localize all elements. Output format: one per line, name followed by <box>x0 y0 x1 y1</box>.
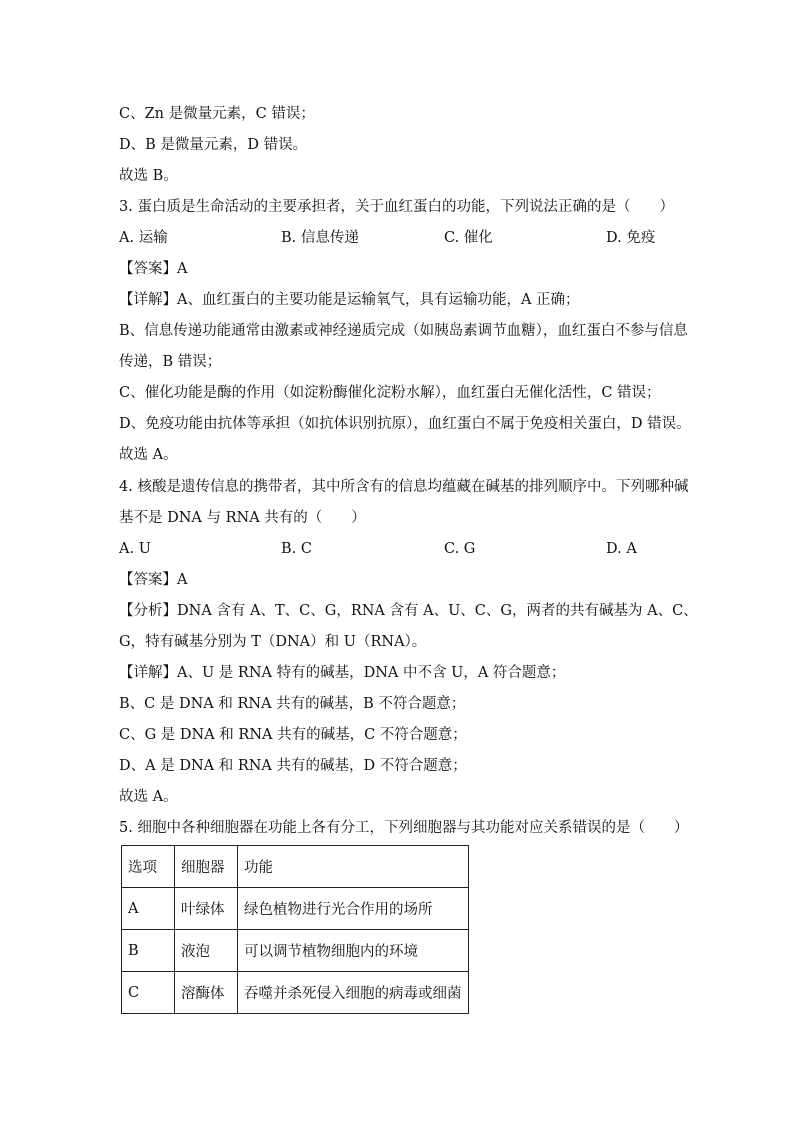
table-row <box>122 888 469 930</box>
table-header-cell: 细胞器 <box>175 846 238 888</box>
answer-line: 【答案】A <box>119 572 188 588</box>
text-line: 故选 A。 <box>119 789 178 805</box>
option-c: C. G <box>444 541 476 557</box>
table-cell: 绿色植物进行光合作用的场所 <box>238 888 469 930</box>
text-line: 【分析】DNA 含有 A、T、C、G，RNA 含有 A、U、C、G，两者的共有碱基为 A、C、 <box>119 603 698 619</box>
table-cell: A <box>122 888 175 930</box>
text-line: 故选 A。 <box>119 447 178 463</box>
text-line: D、B 是微量元素，D 错误。 <box>119 137 308 153</box>
table-row <box>122 972 469 1014</box>
question-5-stem: 5. 细胞中各种细胞器在功能上各有分工，下列细胞器与其功能对应关系错误的是（ ） <box>119 820 689 836</box>
text-line: B、C 是 DNA 和 RNA 共有的碱基，B 不符合题意； <box>119 696 466 712</box>
table-cell: 可以调节植物细胞内的环境 <box>238 930 469 972</box>
text-line: 【详解】A、血红蛋白的主要功能是运输氧气，具有运输功能，A 正确； <box>119 292 580 308</box>
text-line: C、G 是 DNA 和 RNA 共有的碱基，C 不符合题意； <box>119 727 467 743</box>
table-cell: 吞噬并杀死侵入细胞的病毒或细菌 <box>238 972 469 1014</box>
text-line: C、Zn 是微量元素，C 错误； <box>119 106 315 122</box>
table-cell: 溶酶体 <box>175 972 238 1014</box>
table-row <box>122 930 469 972</box>
text-line: 故选 B。 <box>119 168 178 184</box>
text-line: G，特有碱基分别为 T（DNA）和 U（RNA）。 <box>119 634 427 650</box>
option-b: B. C <box>281 541 312 557</box>
answer-line: 【答案】A <box>119 261 188 277</box>
table-header-row <box>122 846 469 888</box>
table-cell: 叶绿体 <box>175 888 238 930</box>
text-line: 【详解】A、U 是 RNA 特有的碱基，DNA 中不含 U，A 符合题意； <box>119 665 566 681</box>
question-4-stem: 基不是 DNA 与 RNA 共有的（ ） <box>119 510 366 526</box>
option-a: A. U <box>119 541 151 557</box>
table-cell: C <box>122 972 175 1014</box>
option-c: C. 催化 <box>444 230 493 246</box>
option-a: A. 运输 <box>119 230 168 246</box>
question-3-stem: 3. 蛋白质是生命活动的主要承担者，关于血红蛋白的功能，下列说法正确的是（ ） <box>119 199 674 215</box>
option-b: B. 信息传递 <box>281 230 359 246</box>
table-cell: 液泡 <box>175 930 238 972</box>
question-3-options <box>119 228 679 248</box>
organelle-table <box>121 845 469 1014</box>
text-line: C、催化功能是酶的作用（如淀粉酶催化淀粉水解），血红蛋白无催化活性，C 错误； <box>119 385 661 401</box>
table-header-cell: 选项 <box>122 846 175 888</box>
text-line: D、免疫功能由抗体等承担（如抗体识别抗原），血红蛋白不属于免疫相关蛋白，D 错误。 <box>119 416 691 432</box>
text-line: B、信息传递功能通常由激素或神经递质完成（如胰岛素调节血糖），血红蛋白不参与信息 <box>119 323 688 339</box>
option-d: D. 免疫 <box>606 230 656 246</box>
text-line: D、A 是 DNA 和 RNA 共有的碱基，D 不符合题意； <box>119 758 467 774</box>
table-header-cell: 功能 <box>238 846 469 888</box>
question-4-stem: 4. 核酸是遗传信息的携带者，其中所含有的信息均蕴藏在碱基的排列顺序中。下列哪种碱 <box>119 479 689 495</box>
table-cell: B <box>122 930 175 972</box>
text-line: 传递，B 错误； <box>119 354 222 370</box>
option-d: D. A <box>606 541 637 557</box>
question-4-options <box>119 539 679 559</box>
